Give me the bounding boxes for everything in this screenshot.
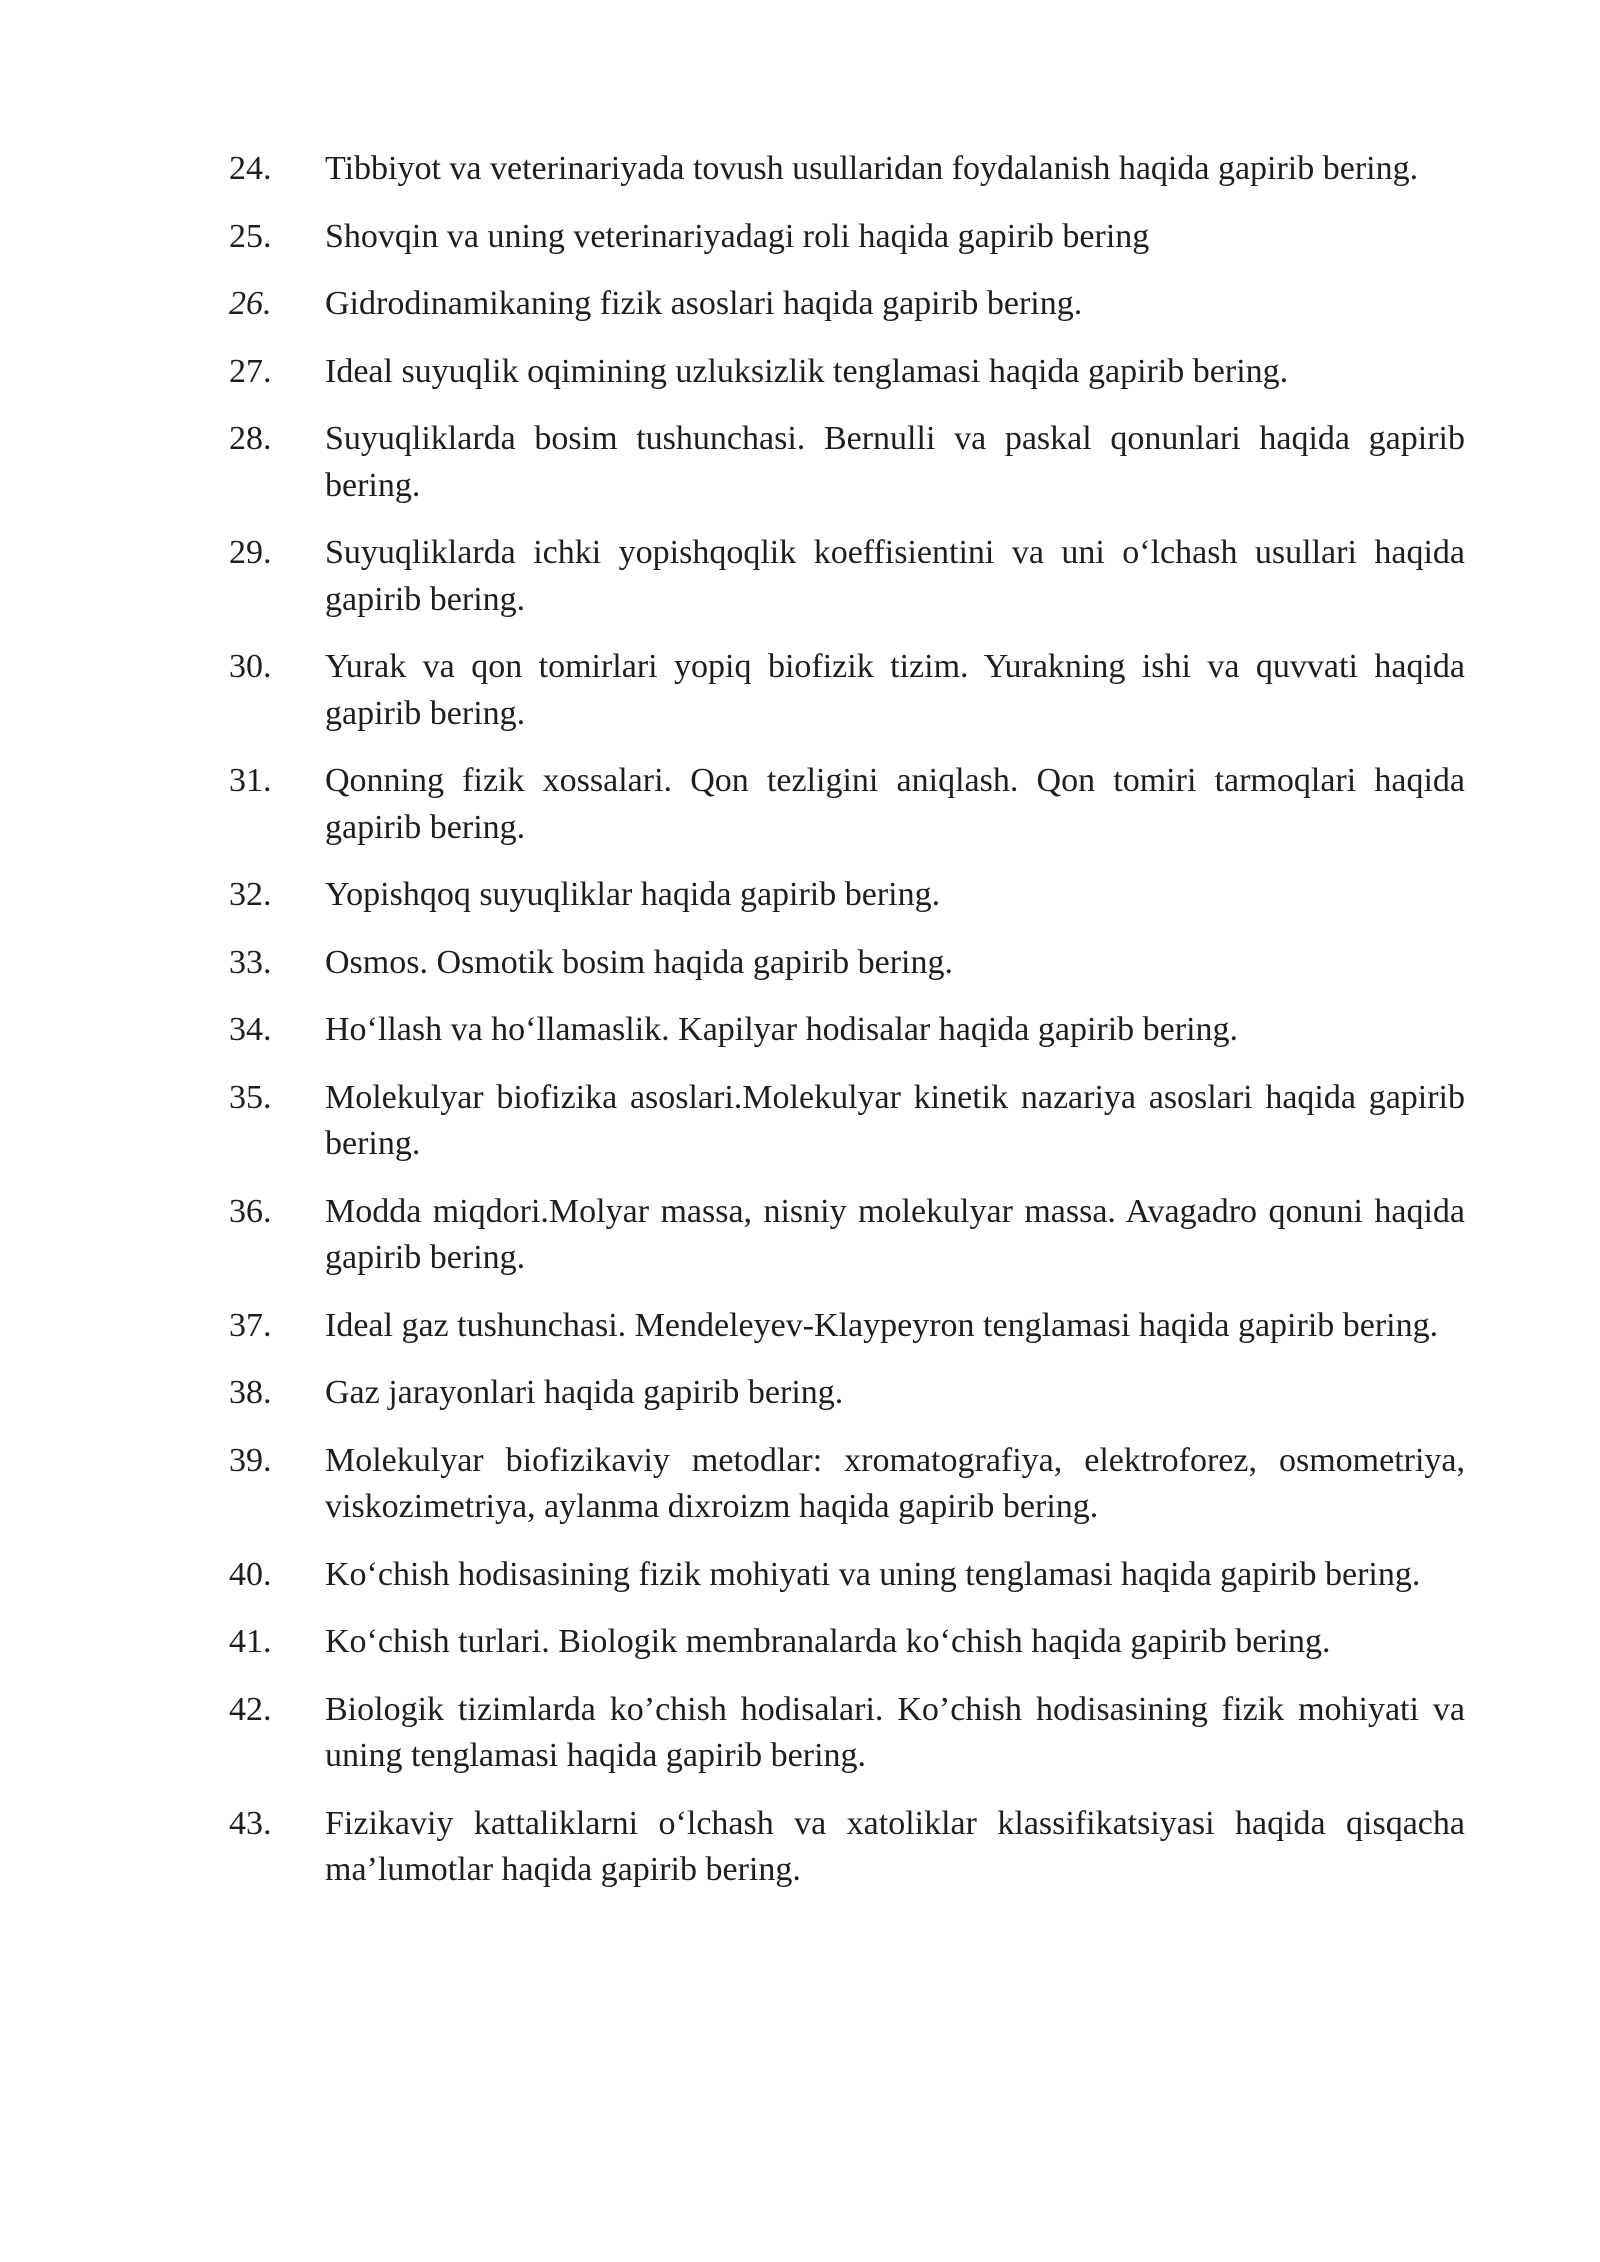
item-text: Fizikaviy kattaliklarni o‘lchash va xatoliklar klassifikatsiyasi haqida qisqacha ma’lumotlar haqida gapirib bering. — [325, 1804, 1465, 1888]
list-item — [229, 349, 1465, 396]
item-text: Ko‘chish turlari. Biologik membranalarda ko‘chish haqida gapirib bering. — [325, 1623, 1331, 1660]
item-text: Modda miqdori.Molyar massa, nisniy molekulyar massa. Avagadro qonuni haqida gapirib bering. — [325, 1192, 1465, 1276]
list-item — [229, 644, 1465, 737]
item-number: 42. — [229, 1690, 272, 1728]
item-text: Shovqin va uning veterinariyadagi roli haqida gapirib bering — [325, 217, 1150, 255]
item-text: Ideal gaz tushunchasi. Mendeleyev-Klaypeyron tenglamasi haqida gapirib bering. — [325, 1306, 1439, 1344]
item-number: 35. — [229, 1078, 272, 1116]
list-item — [229, 758, 1465, 851]
item-number: 31. — [229, 762, 272, 799]
item-number: 39. — [229, 1441, 272, 1479]
item-text: Ho‘llash va ho‘llamaslik. Kapilyar hodisalar haqida gapirib bering. — [325, 1011, 1239, 1048]
item-number: 30. — [229, 648, 272, 685]
list-item — [229, 214, 1465, 261]
item-number: 25. — [229, 217, 272, 255]
item-number: 33. — [229, 943, 272, 981]
item-text: Qonning fizik xossalari. Qon tezligini aniqlash. Qon tomiri tarmoqlari haqida gapirib bering. — [325, 762, 1465, 846]
item-text: Suyuqliklarda bosim tushunchasi. Bernulli va paskal qonunlari haqida gapirib bering. — [325, 420, 1465, 504]
list-item — [229, 1552, 1465, 1599]
list-item — [229, 940, 1465, 987]
item-text: Suyuqliklarda ichki yopishqoqlik koeffisientini va uni o‘lchash usullari haqida gapirib bering. — [325, 534, 1465, 618]
item-number: 41. — [229, 1623, 272, 1660]
item-text: Yopishqoq suyuqliklar haqida gapirib bering. — [325, 876, 941, 913]
item-text: Osmos. Osmotik bosim haqida gapirib bering. — [325, 943, 954, 981]
item-text: Molekulyar biofizika asoslari.Molekulyar kinetik nazariya asoslari haqida gapirib bering. — [325, 1078, 1465, 1162]
list-item — [229, 281, 1465, 328]
list-item — [229, 1189, 1465, 1282]
item-text: Gidrodinamikaning fizik asoslari haqida gapirib bering. — [325, 285, 1083, 322]
list-item — [229, 530, 1465, 623]
item-number: 28. — [229, 420, 272, 457]
list-item — [229, 1075, 1465, 1168]
item-number: 32. — [229, 876, 272, 913]
list-item — [229, 1007, 1465, 1054]
list-item — [229, 1801, 1465, 1894]
item-number: 24. — [229, 150, 272, 187]
item-number: 37. — [229, 1306, 272, 1344]
question-list — [229, 146, 1465, 1915]
item-text: Molekulyar biofizikaviy metodlar: xromatografiya, elektroforez, osmometriya, viskozimetriya, aylanma dixroizm haqida gapirib bering. — [325, 1441, 1465, 1525]
list-item — [229, 872, 1465, 919]
list-item — [229, 1303, 1465, 1350]
item-number: 38. — [229, 1374, 272, 1411]
item-number: 27. — [229, 352, 272, 390]
list-item — [229, 1619, 1465, 1666]
item-text: Biologik tizimlarda ko’chish hodisalari. Ko’chish hodisasining fizik mohiyati va uning tenglamasi haqida gapirib bering. — [325, 1690, 1465, 1774]
item-text: Gaz jarayonlari haqida gapirib bering. — [325, 1374, 844, 1411]
list-item — [229, 1438, 1465, 1531]
item-text: Ideal suyuqlik oqimining uzluksizlik tenglamasi haqida gapirib bering. — [325, 352, 1289, 390]
item-number: 43. — [229, 1804, 272, 1842]
list-item — [229, 1370, 1465, 1417]
item-number: 34. — [229, 1011, 272, 1048]
list-item — [229, 1687, 1465, 1780]
item-number: 40. — [229, 1555, 272, 1593]
item-text: Ko‘chish hodisasining fizik mohiyati va uning tenglamasi haqida gapirib bering. — [325, 1555, 1421, 1593]
item-number: 29. — [229, 534, 272, 571]
item-text: Tibbiyot va veterinariyada tovush usullaridan foydalanish haqida gapirib bering. — [325, 150, 1419, 187]
item-number: 26. — [229, 285, 272, 322]
item-number: 36. — [229, 1192, 272, 1230]
list-item — [229, 146, 1465, 193]
item-text: Yurak va qon tomirlari yopiq biofizik tizim. Yurakning ishi va quvvati haqida gapirib bering. — [325, 648, 1465, 732]
list-item — [229, 416, 1465, 509]
